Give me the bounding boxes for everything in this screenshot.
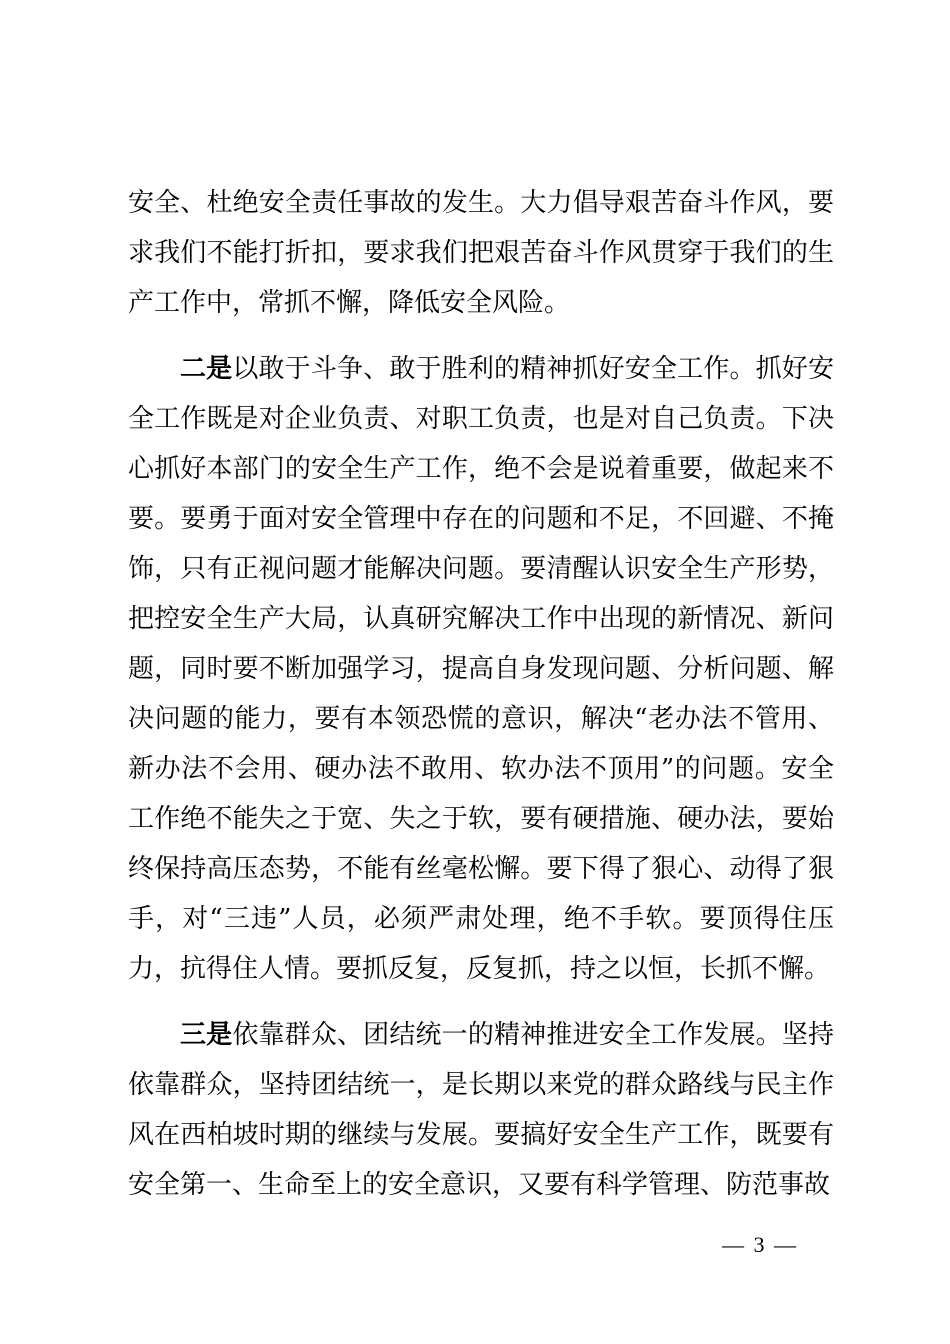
page-number: — 3 — <box>722 1232 798 1257</box>
paragraph-lead: 三是 <box>180 1020 233 1050</box>
paragraph-text: 以敢于斗争、敢于胜利的精神抓好安全工作。抓好安全工作既是对企业负责、对职工负责，也是对自己负责。下决心抓好本部门的安全生产工作，绝不会是说着重要，做起来不要。要勇于面对安全管理中存在的问题和不足，不回避、不掩饰，只有正视问题才能解决问题。要清醒认识安全生产形势，把控安全生产大局，认真研究解决工作中出现的新情况、新问题，同时要不断加强学习，提高自身发现问题、分析问题、解决问题的能力，要有本领恐慌的意识，解决“老办法不管用、新办法不会用、硬办法不敢用、软办法不顶用”的问题。安全工作绝不能失之于宽、失之于软，要有硬措施、硬办法，要始终保持高压态势，不能有丝毫松懈。要下得了狠心、动得了狠手，对“三违”人员，必须严肃处理，绝不手软。要顶得住压力，抗得住人情。要抓反复，反复抓，持之以恒，长抓不懈。 <box>128 354 834 984</box>
paragraph-second-point <box>128 344 834 994</box>
paragraph-text: 安全、杜绝安全责任事故的发生。大力倡导艰苦奋斗作风，要求我们不能打折扣，要求我们把艰苦奋斗作风贯穿于我们的生产工作中，常抓不懈，降低安全风险。 <box>128 188 834 318</box>
paragraph-text: 依靠群众、团结统一的精神推进安全工作发展。坚持依靠群众，坚持团结统一，是长期以来党的群众路线与民主作风在西柏坡时期的继续与发展。要搞好安全生产工作，既要有安全第一、生命至上的安全意识，又要有科学管理、防范事故 <box>128 1020 834 1200</box>
paragraph-continuation <box>128 178 834 328</box>
paragraph-third-point <box>128 1010 834 1210</box>
body-text <box>128 178 834 1210</box>
paragraph-lead: 二是 <box>180 354 233 384</box>
